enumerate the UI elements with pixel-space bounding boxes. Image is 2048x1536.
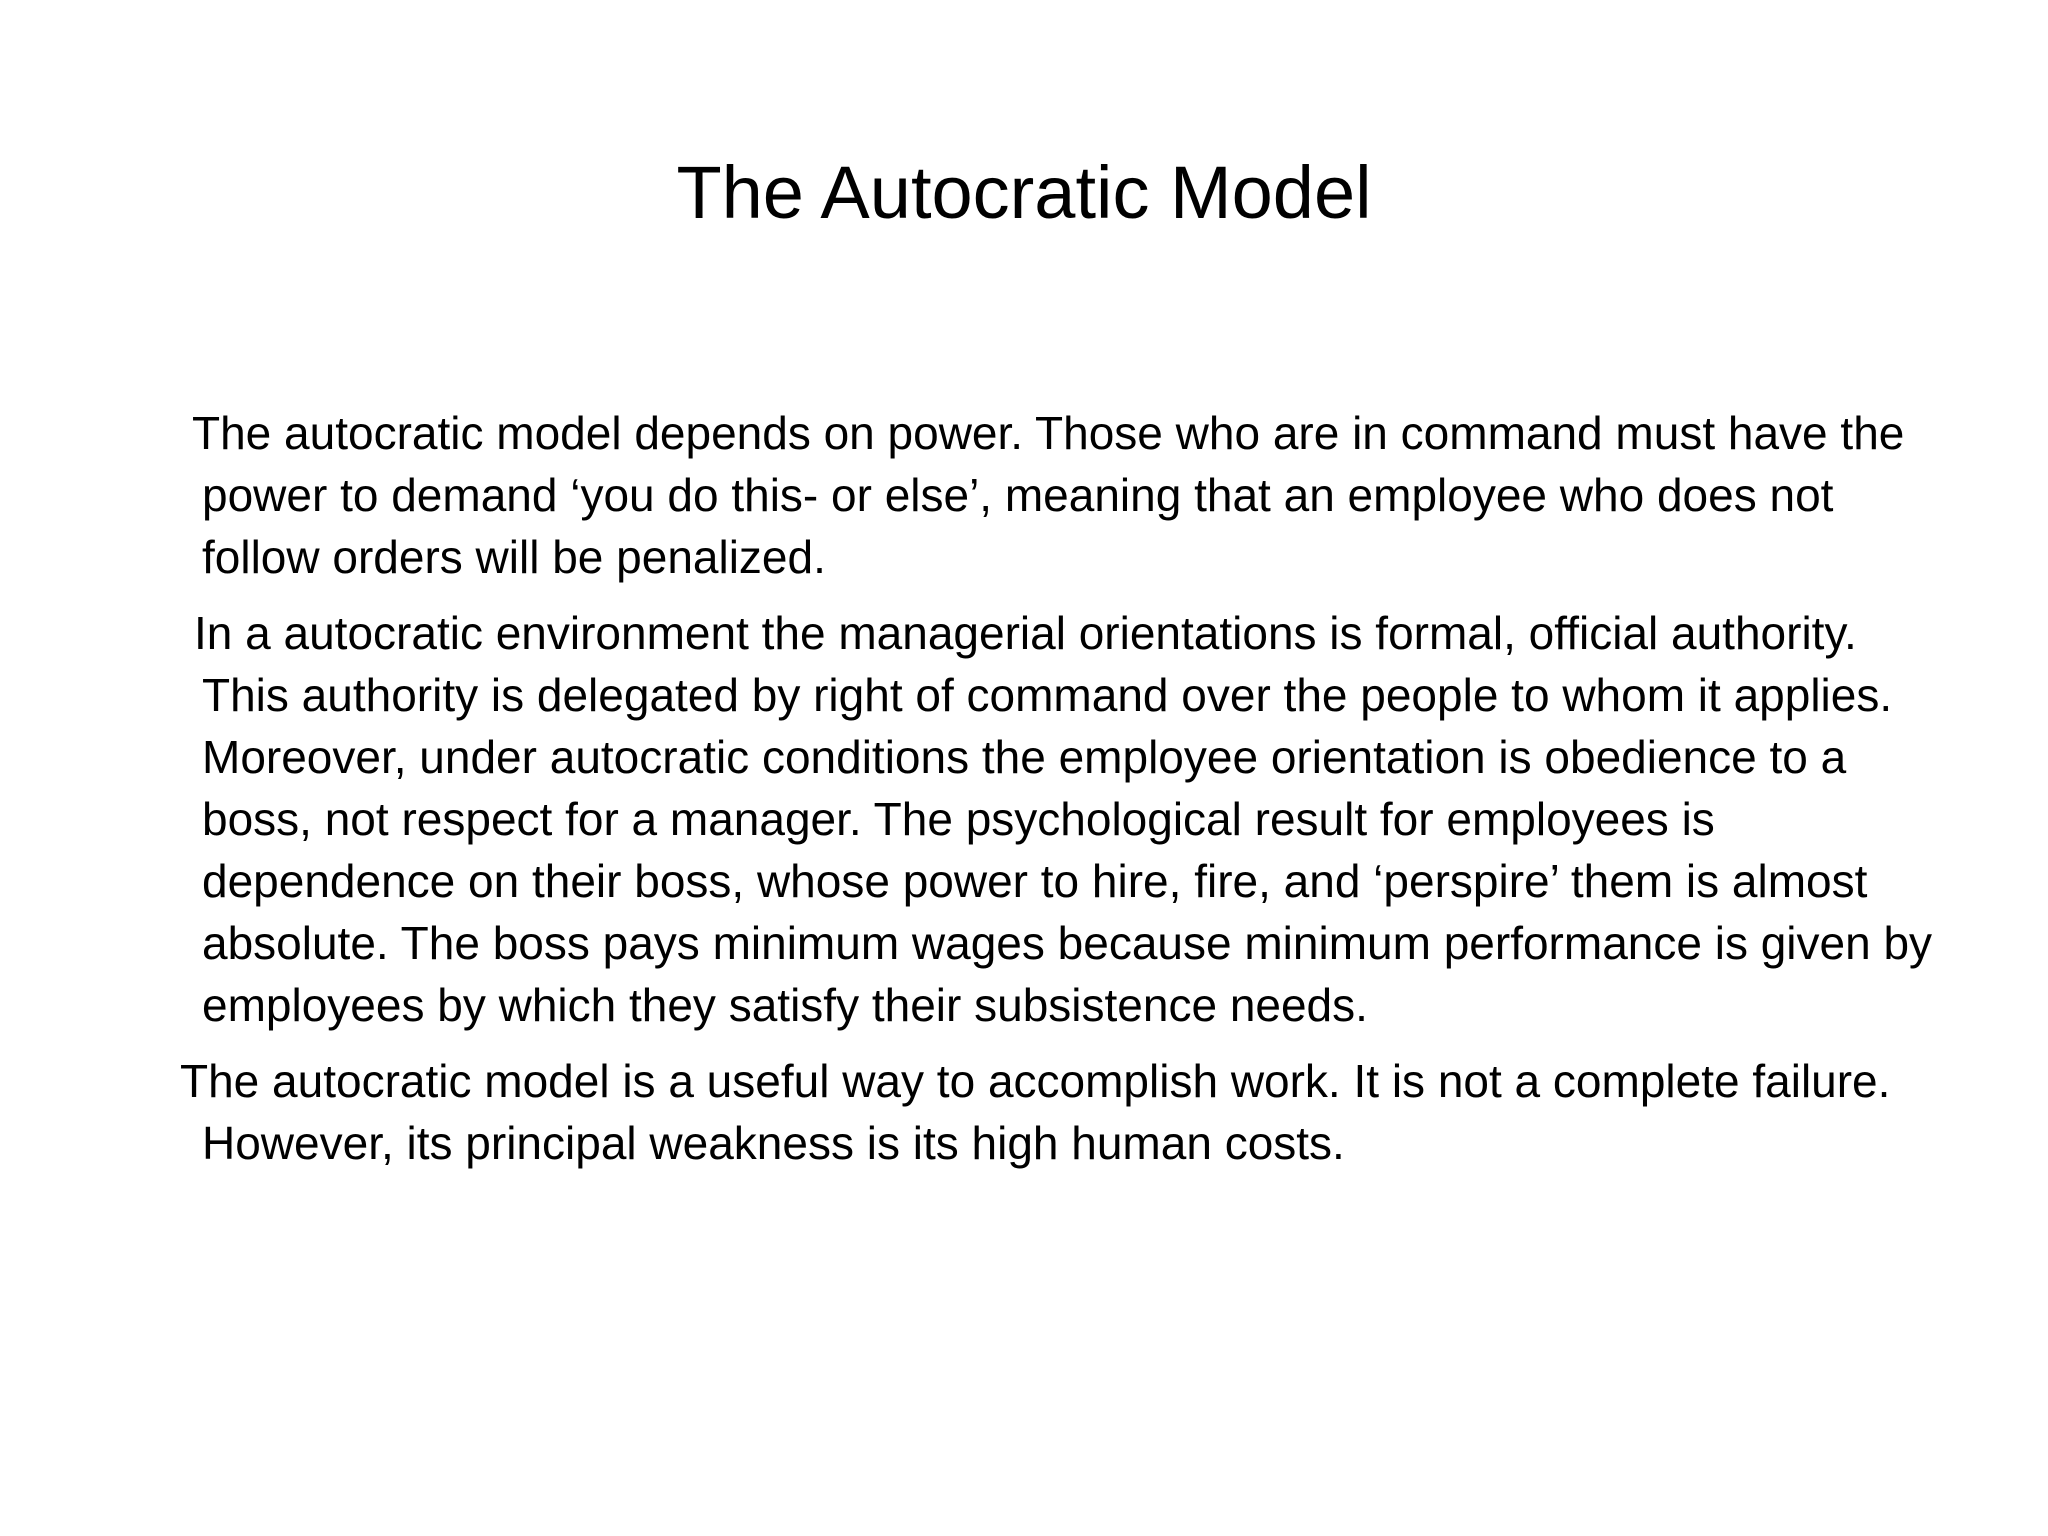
paragraph-power: The autocratic model depends on power. Those who are in command must have the power to demand ‘you do this- or else’, meaning that an employee who does not follow orders will be penalized. — [192, 407, 1905, 583]
slide-title: The Autocratic Model — [676, 151, 1372, 234]
slide-body — [180, 402, 1940, 1174]
paragraph-conclusion: The autocratic model is a useful way to accomplish work. It is not a complete failure. However, its principal weakness is its high human costs. — [180, 1055, 1891, 1169]
paragraph-environment: In a autocratic environment the managerial orientations is formal, official authority. This authority is delegated by right of command over the people to whom it applies. Moreover, under autocratic conditions the employee orientation is obedience to a boss, not respect for a manager. The psychological result for employees is dependence on their boss, whose power to hire, fire, and ‘perspire’ them is almost absolute. The boss pays minimum wages because minimum performance is given by employees by which they satisfy their subsistence needs. — [194, 607, 1933, 1031]
